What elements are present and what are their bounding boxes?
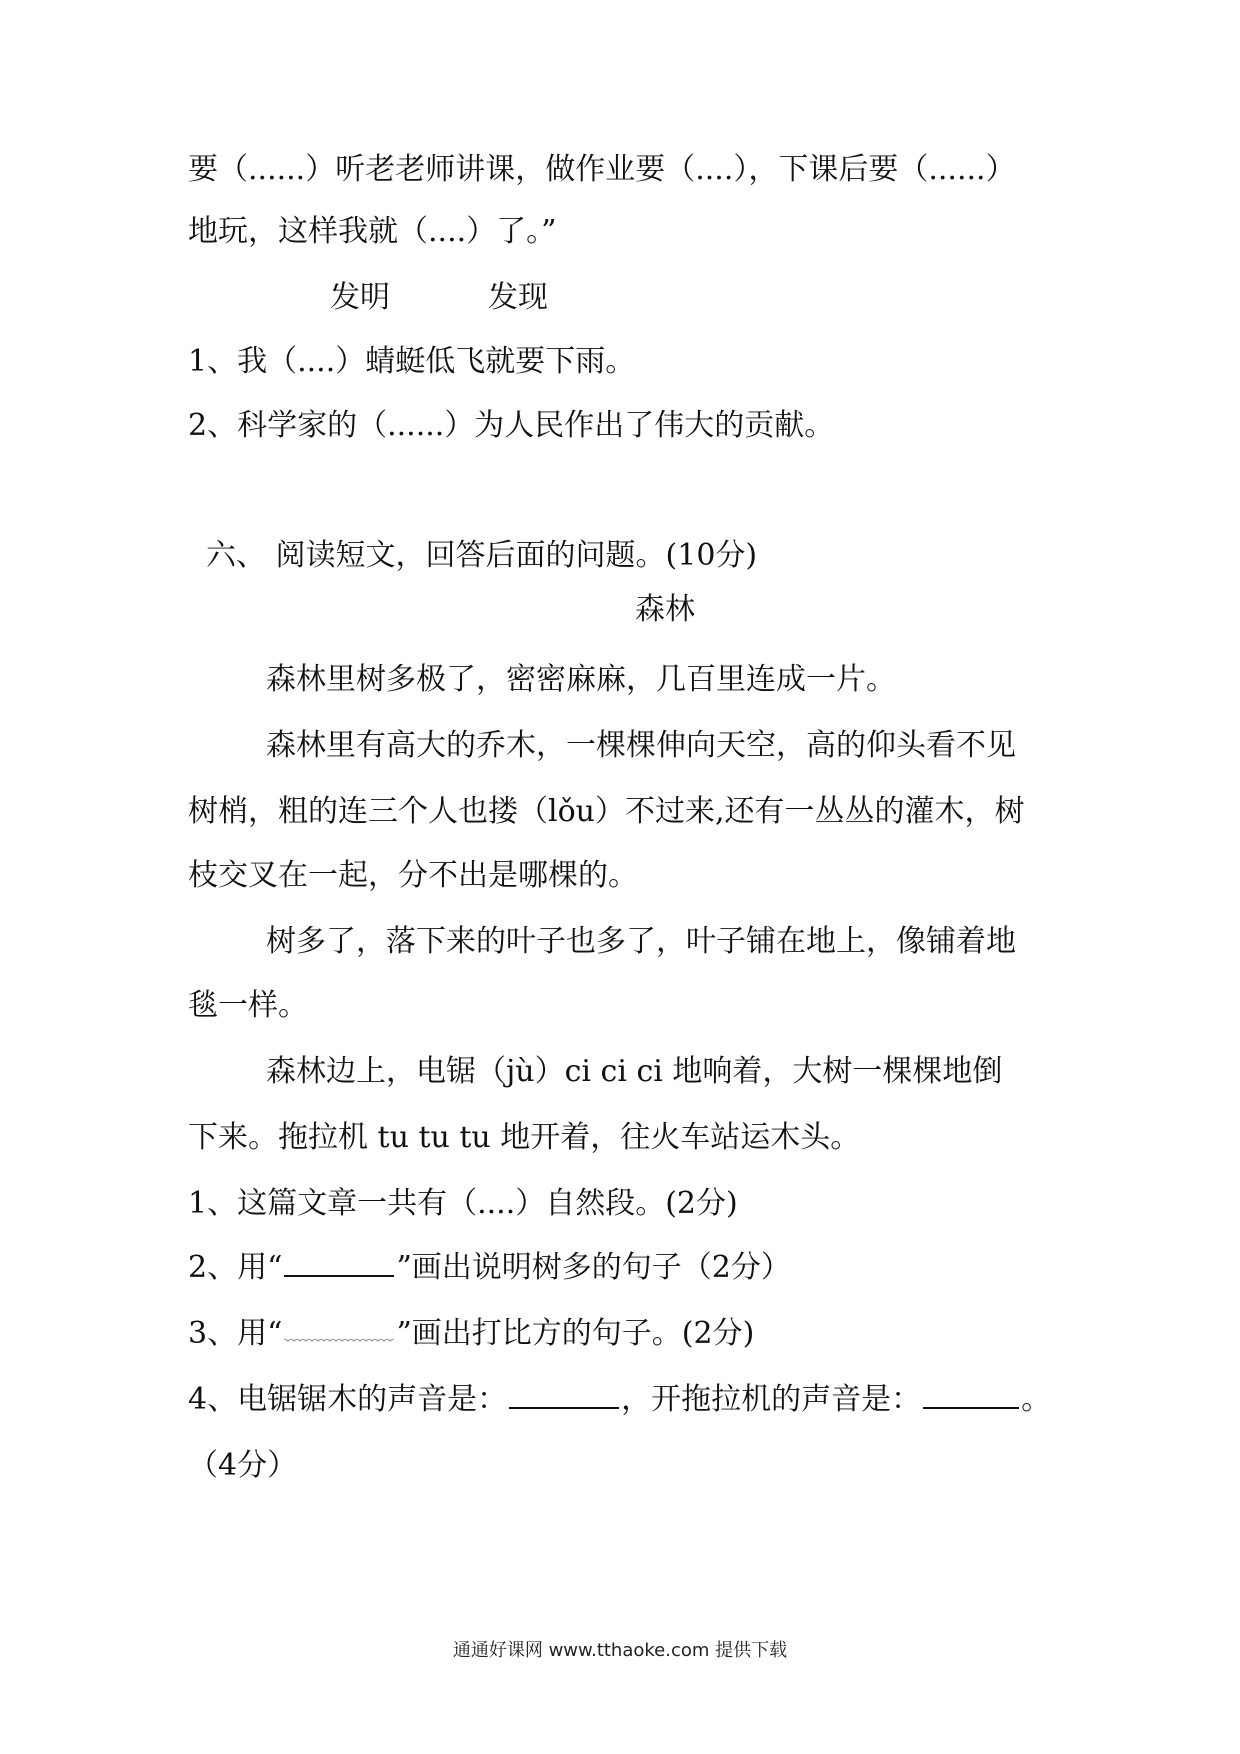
word-choice-a: 发明 <box>330 280 390 315</box>
passage-paragraph-4b: 下来。拖拉机 tu tu tu 地开着，往火车站运木头。 <box>188 1120 861 1155</box>
passage-paragraph-4a: 森林边上，电锯（jù）ci ci ci 地响着，大树一棵棵地倒 <box>266 1054 1003 1089</box>
reading-question-2 <box>188 1248 791 1288</box>
passage-paragraph-1: 森林里树多极了，密密麻麻，几百里连成一片。 <box>266 662 896 697</box>
q2-suffix: ”画出说明树多的句子（2分） <box>396 1250 791 1285</box>
section-heading: 六、 阅读短文，回答后面的问题。(10分) <box>206 538 758 573</box>
q4-part-c: 。 <box>1021 1382 1052 1417</box>
q3-suffix: ”画出打比方的句子。(2分) <box>396 1316 755 1351</box>
footer-credit: 通通好课网 www.tthaoke.com 提供下载 <box>452 1640 788 1661</box>
straight-underline-mark <box>284 1249 394 1277</box>
q4-part-a: 4、电锯锯木的声音是： <box>188 1382 508 1417</box>
passage-paragraph-3b: 毯一样。 <box>188 988 308 1023</box>
passage-paragraph-2b: 树梢，粗的连三个人也搂（lǒu）不过来,还有一丛丛的灌木，树 <box>188 794 1025 829</box>
q2-prefix: 2、用“ <box>188 1250 283 1285</box>
answer-blank-saw[interactable] <box>509 1381 619 1409</box>
reading-question-3 <box>188 1314 754 1354</box>
passage-paragraph-3a: 树多了，落下来的叶子也多了，叶子铺在地上，像铺着地 <box>266 924 1016 959</box>
reading-question-1: 1、这篇文章一共有（....）自然段。(2分) <box>188 1186 738 1221</box>
fill-line-2: 地玩，这样我就（....）了。” <box>188 214 557 249</box>
q4-score: （4分） <box>188 1448 298 1483</box>
reading-question-4 <box>188 1380 1051 1420</box>
q3-prefix: 3、用“ <box>188 1316 283 1351</box>
wavy-underline-mark <box>284 1319 394 1343</box>
passage-paragraph-2c: 枝交叉在一起，分不出是哪棵的。 <box>188 858 638 893</box>
word-choice-b: 发现 <box>488 280 548 315</box>
fill-line-1: 要（......）听老老师讲课，做作业要（....），下课后要（......） <box>188 152 1016 187</box>
q4-part-b: ，开拖拉机的声音是： <box>621 1382 922 1417</box>
word-question-1: 1、我（....）蜻蜓低飞就要下雨。 <box>188 344 636 379</box>
passage-title: 森林 <box>635 592 695 627</box>
passage-paragraph-2a: 森林里有高大的乔木，一棵棵伸向天空，高的仰头看不见 <box>266 728 1016 763</box>
word-question-2: 2、科学家的（......）为人民作出了伟大的贡献。 <box>188 408 835 443</box>
answer-blank-tractor[interactable] <box>923 1381 1019 1409</box>
